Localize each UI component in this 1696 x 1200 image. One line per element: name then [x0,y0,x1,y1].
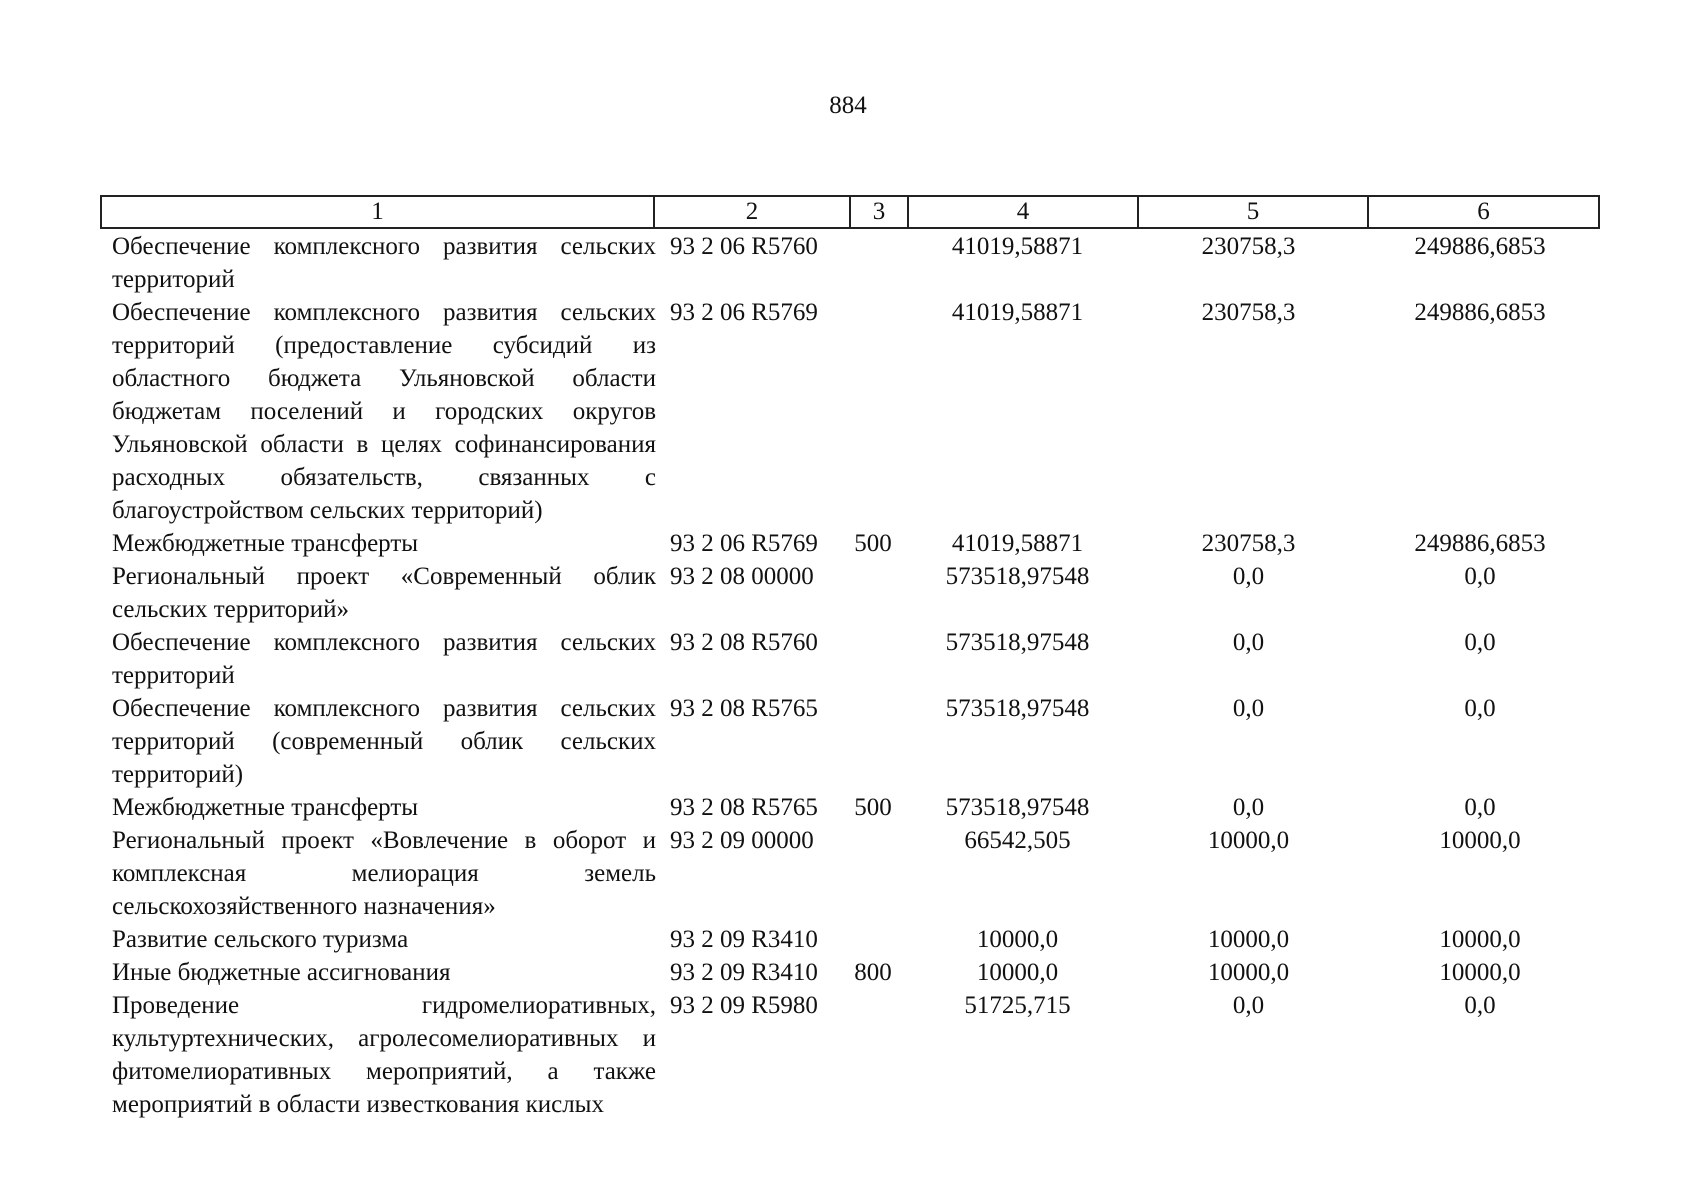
table-body [100,230,1598,1121]
header-col-5: 5 [1138,196,1368,228]
row-value-5: 10000,0 [1207,827,1290,854]
row-code: 93 2 06 R5769 [670,530,818,557]
header-col-6: 6 [1368,196,1599,228]
table-row [100,230,1598,296]
row-type [844,626,902,692]
row-value-4: 573518,97548 [945,629,1090,656]
row-code: 93 2 09 00000 [670,827,814,854]
row-type [844,923,902,956]
row-name: Обеспечение комплексного развития сельских территорий (современный облик сельских территорий) [112,695,656,788]
row-code: 93 2 09 R5980 [670,992,818,1019]
row-code: 93 2 06 R5760 [670,233,818,260]
row-name: Региональный проект «Современный облик сельских территорий» [112,563,656,623]
row-name: Региональный проект «Вовлечение в оборот и комплексная мелиорация земель сельскохозяйственного назначения» [112,827,656,920]
row-value-6: 0,0 [1464,629,1496,656]
row-type: 800 [854,959,892,986]
row-code: 93 2 06 R5769 [670,299,818,326]
table-row [100,527,1598,560]
row-value-5: 230758,3 [1201,233,1296,260]
page-number: 884 [829,92,867,119]
row-value-5: 0,0 [1232,629,1265,656]
row-value-4: 41019,58871 [951,299,1084,326]
row-value-6: 249886,6853 [1414,299,1546,326]
row-type [844,824,902,923]
row-type: 500 [854,794,892,821]
table-row [100,560,1598,626]
table-row [100,296,1598,527]
row-code: 93 2 09 R3410 [670,959,818,986]
row-type [844,296,902,527]
row-name: Межбюджетные трансферты [112,794,419,821]
row-value-4: 573518,97548 [945,563,1090,590]
table-row [100,824,1598,923]
row-value-5: 0,0 [1232,794,1265,821]
table-row [100,923,1598,956]
row-value-6: 10000,0 [1439,827,1521,854]
row-value-6: 10000,0 [1439,959,1521,986]
row-name: Обеспечение комплексного развития сельских территорий [112,629,656,689]
table-row [100,956,1598,989]
row-value-5: 230758,3 [1201,530,1296,557]
header-col-3: 3 [850,196,908,228]
row-value-5: 0,0 [1232,695,1265,722]
row-name: Проведение гидромелиоративных, культуртехнических, агролесомелиоративных и фитомелиоративных мероприятий, а также мероприятий в области известкования кислых [112,992,656,1118]
row-type [844,230,902,296]
row-type: 500 [854,530,892,557]
table-row [100,791,1598,824]
row-value-4: 41019,58871 [951,233,1084,260]
table-row [100,989,1598,1121]
row-code: 93 2 09 R3410 [670,926,818,953]
row-name: Обеспечение комплексного развития сельских территорий (предоставление субсидий из областного бюджета Ульяновской области бюджетам поселений и городских округов Ульяновской области в целях софинансирования расходных обязательств, связанных с благоустройством сельских территорий) [112,299,656,524]
table-header [100,195,1600,229]
row-value-4: 66542,505 [964,827,1071,854]
row-value-5: 230758,3 [1201,299,1296,326]
row-value-4: 573518,97548 [945,695,1090,722]
header-col-4: 4 [908,196,1138,228]
row-value-6: 249886,6853 [1414,530,1546,557]
row-value-6: 0,0 [1464,563,1496,590]
row-type [844,560,902,626]
row-value-5: 10000,0 [1207,926,1290,953]
row-value-4: 10000,0 [976,959,1059,986]
row-value-4: 51725,715 [964,992,1071,1019]
row-value-4: 573518,97548 [945,794,1090,821]
table-row [100,692,1598,791]
row-code: 93 2 08 R5765 [670,695,818,722]
row-value-6: 10000,0 [1439,926,1521,953]
row-code: 93 2 08 R5760 [670,629,818,656]
row-name: Межбюджетные трансферты [112,530,419,557]
row-value-4: 10000,0 [976,926,1059,953]
row-name: Развитие сельского туризма [112,926,409,953]
row-value-6: 249886,6853 [1414,233,1546,260]
header-col-1: 1 [101,196,654,228]
table-row [100,626,1598,692]
row-name: Иные бюджетные ассигнования [112,959,451,986]
row-value-6: 0,0 [1464,695,1496,722]
row-type [844,989,902,1121]
row-code: 93 2 08 R5765 [670,794,818,821]
row-type [844,692,902,791]
row-value-5: 0,0 [1232,563,1265,590]
header-col-2: 2 [654,196,850,228]
row-code: 93 2 08 00000 [670,563,814,590]
row-value-5: 10000,0 [1207,959,1290,986]
row-value-6: 0,0 [1464,794,1496,821]
row-value-6: 0,0 [1464,992,1496,1019]
row-name: Обеспечение комплексного развития сельских территорий [112,233,656,293]
row-value-5: 0,0 [1232,992,1265,1019]
row-value-4: 41019,58871 [951,530,1084,557]
